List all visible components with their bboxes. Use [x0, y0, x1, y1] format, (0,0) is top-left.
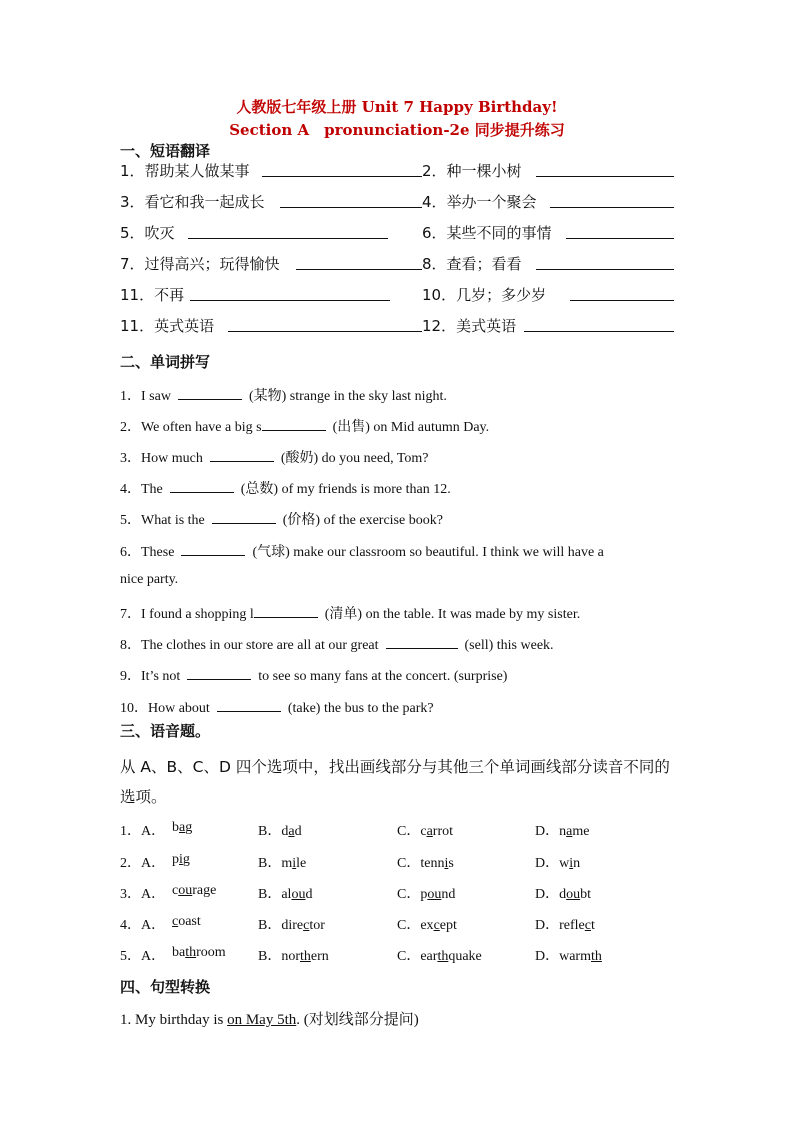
underlined-letters: c: [584, 918, 591, 933]
answer-blank[interactable]: [187, 667, 251, 680]
underlined-letters: i: [444, 856, 449, 871]
transform-question: 1. My birthday is on May 5th. (对划线部分提问): [120, 1012, 419, 1028]
answer-line[interactable]: [296, 269, 422, 270]
option-text: nd: [441, 887, 456, 902]
answer-blank[interactable]: [262, 418, 326, 431]
option-text: B．nor: [258, 949, 300, 964]
spelling-item: 3．How much (酸奶) do you need, Tom?: [120, 451, 429, 466]
option-a[interactable]: [172, 883, 216, 899]
answer-line[interactable]: [536, 176, 674, 177]
option-b[interactable]: [258, 945, 329, 965]
spelling-item: 6．These (气球) make our classroom so beautiful. I think we will have a: [120, 545, 604, 560]
underlined-letters: a: [179, 820, 186, 835]
option-text: d: [294, 824, 302, 839]
option-d[interactable]: [535, 820, 589, 840]
answer-blank[interactable]: [210, 449, 274, 462]
option-a[interactable]: [172, 820, 192, 836]
option-a[interactable]: [172, 914, 201, 930]
question-number: 1．A．: [120, 824, 166, 839]
option-text: D．n: [535, 824, 567, 839]
option-text: rage: [192, 883, 217, 898]
spelling-item: 8．The clothes in our store are all at our great (sell) this week.: [120, 638, 554, 653]
underlined-letters: th: [300, 949, 311, 964]
underlined-letters: c: [303, 918, 310, 933]
phrase-item: 8．查看；看看: [422, 255, 522, 273]
answer-line[interactable]: [536, 269, 674, 270]
title-line-2: Section A pronunciation-2e 同步提升练习: [229, 121, 565, 139]
option-c[interactable]: [397, 852, 454, 872]
option-text: D．w: [535, 856, 570, 871]
option-text: p: [172, 852, 179, 867]
option-text: ept: [439, 918, 457, 933]
option-text: D．refle: [535, 918, 585, 933]
answer-line[interactable]: [188, 238, 388, 239]
option-text: s: [448, 856, 454, 871]
option-d[interactable]: [535, 945, 602, 965]
question-number: 5．A．: [120, 949, 166, 964]
question-number: 3．A．: [120, 887, 166, 902]
underlined-letters: th: [185, 945, 197, 960]
phrase-item: 2．种一棵小树: [422, 162, 522, 180]
section-heading-1: 一、短语翻译: [120, 142, 211, 160]
option-text: tor: [309, 918, 325, 933]
answer-line[interactable]: [550, 207, 674, 208]
option-text: d: [305, 887, 313, 902]
underlined-letters: c: [172, 914, 179, 929]
section-heading-3: 三、语音题。: [120, 722, 211, 740]
answer-blank[interactable]: [170, 480, 234, 493]
answer-line[interactable]: [262, 176, 422, 177]
underlined-letters: i: [292, 856, 297, 871]
spelling-item: 2．We often have a big s (出售) on Mid autumn Day.: [120, 420, 490, 435]
answer-blank[interactable]: [178, 387, 242, 400]
option-text: D．warm: [535, 949, 591, 964]
option-c[interactable]: [397, 945, 482, 965]
option-text: ern: [310, 949, 329, 964]
phrase-item: 4．举办一个聚会: [422, 193, 537, 211]
phrase-item: 10．几岁；多少岁: [422, 286, 547, 304]
option-b[interactable]: [258, 883, 312, 903]
option-text: bt: [580, 887, 592, 902]
underlined-letters: a: [288, 824, 295, 839]
option-text: C．ear: [397, 949, 438, 964]
underlined-letters: ou: [291, 887, 306, 902]
underlined-letters: ou: [566, 887, 581, 902]
option-text: C．c: [397, 824, 427, 839]
phrase-item: 11．不再: [120, 286, 185, 304]
option-text: le: [296, 856, 307, 871]
option-b[interactable]: [258, 820, 302, 840]
answer-line[interactable]: [566, 238, 674, 239]
underlined-letters: a: [566, 824, 573, 839]
underlined-letters: i: [569, 856, 574, 871]
option-c[interactable]: [397, 883, 455, 903]
underlined-letters: th: [591, 949, 602, 964]
answer-blank[interactable]: [181, 543, 245, 556]
option-text: room: [196, 945, 226, 960]
underlined-letters: ou: [427, 887, 442, 902]
phrase-item: 1．帮助某人做某事: [120, 162, 250, 180]
spelling-item: 7．I found a shopping l (清单) on the table. It was made by my sister.: [120, 607, 581, 622]
option-text: c: [172, 883, 179, 898]
option-a[interactable]: [172, 945, 226, 961]
answer-blank[interactable]: [254, 605, 318, 618]
answer-line[interactable]: [524, 331, 674, 332]
option-text: ba: [172, 945, 186, 960]
answer-line[interactable]: [190, 300, 390, 301]
option-c[interactable]: [397, 820, 453, 840]
option-d[interactable]: [535, 852, 580, 872]
answer-blank[interactable]: [386, 636, 458, 649]
option-text: C．tenn: [397, 856, 445, 871]
title-line-1: 人教版七年级上册 Unit 7 Happy Birthday!: [236, 98, 558, 116]
option-text: C．ex: [397, 918, 434, 933]
option-text: D．d: [535, 887, 567, 902]
option-text: b: [172, 820, 179, 835]
answer-line[interactable]: [280, 207, 422, 208]
option-text: B．al: [258, 887, 292, 902]
option-b[interactable]: [258, 914, 325, 934]
underlined-letters: ou: [178, 883, 193, 898]
option-text: B．dire: [258, 918, 304, 933]
phrase-item: 7．过得高兴；玩得愉快: [120, 255, 280, 273]
option-d[interactable]: [535, 883, 591, 903]
option-text: rrot: [432, 824, 453, 839]
option-text: g: [185, 820, 193, 835]
phrase-item: 11．英式英语: [120, 317, 215, 335]
answer-line[interactable]: [228, 331, 422, 332]
section-heading-4: 四、句型转换: [120, 978, 211, 996]
spelling-item: 1．I saw (某物) strange in the sky last night.: [120, 389, 447, 404]
option-d[interactable]: [535, 914, 595, 934]
instruction-text: 从 A、B、C、D 四个选项中，找出画线部分与其他三个单词画线部分读音不同的选项。: [120, 758, 670, 806]
option-a[interactable]: [172, 852, 190, 868]
option-text: n: [573, 856, 581, 871]
phrase-item: 3．看它和我一起成长: [120, 193, 265, 211]
spelling-item: 5．What is the (价格) of the exercise book?: [120, 513, 443, 528]
option-text: me: [572, 824, 590, 839]
answer-blank[interactable]: [212, 511, 276, 524]
underlined-letters: c: [433, 918, 440, 933]
option-c[interactable]: [397, 914, 457, 934]
option-text: t: [590, 918, 595, 933]
phrase-item: 5．吹灭: [120, 224, 175, 242]
option-text: g: [182, 852, 190, 867]
underlined-letters: a: [426, 824, 433, 839]
section-heading-2: 二、单词拼写: [120, 353, 211, 371]
phrase-item: 6．某些不同的事情: [422, 224, 552, 242]
underlined-letters: i: [179, 852, 183, 867]
spelling-item: 4．The (总数) of my friends is more than 12.: [120, 482, 451, 497]
option-text: B．m: [258, 856, 293, 871]
phrase-item: 12．美式英语: [422, 317, 517, 335]
option-text: B．d: [258, 824, 289, 839]
spelling-item-continuation: nice party.: [120, 572, 179, 587]
question-number: 4．A．: [120, 918, 166, 933]
underlined-letters: th: [437, 949, 449, 964]
option-text: oast: [178, 914, 201, 929]
underlined-phrase: on May 5th: [227, 1012, 297, 1028]
spelling-item: 9．It’s not to see so many fans at the concert. (surprise): [120, 669, 508, 684]
answer-blank[interactable]: [217, 699, 281, 712]
option-text: C．p: [397, 887, 428, 902]
option-text: quake: [448, 949, 482, 964]
question-number: 2．A．: [120, 856, 166, 871]
spelling-item: 10．How about (take) the bus to the park?: [120, 701, 434, 716]
option-b[interactable]: [258, 852, 306, 872]
answer-line[interactable]: [570, 300, 674, 301]
